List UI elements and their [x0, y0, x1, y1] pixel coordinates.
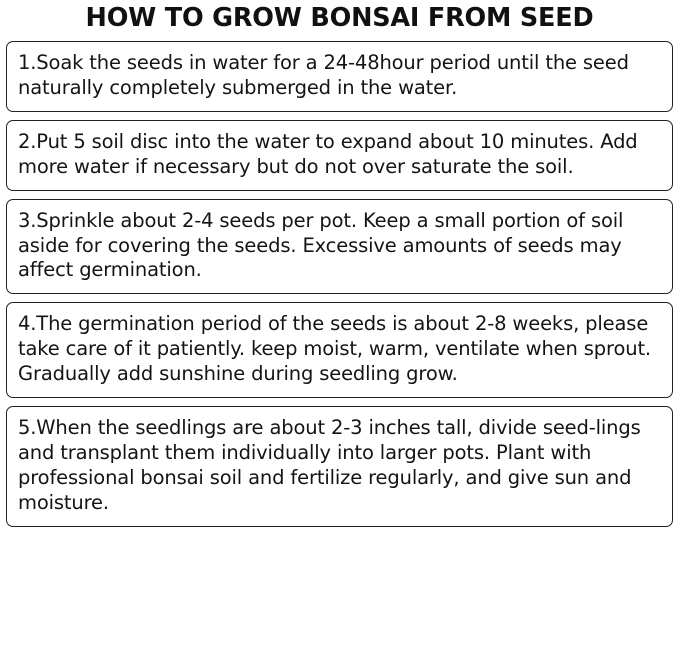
- step-text: 5.When the seedlings are about 2-3 inches tall, divide seed-lings and transplant them individually into larger pots. Plant with professional bonsai soil and fertilize regularly, and give sun and moisture.: [18, 416, 641, 515]
- list-item: [6, 120, 673, 191]
- list-item: [6, 199, 673, 295]
- page-title: HOW TO GROW BONSAI FROM SEED: [85, 3, 594, 33]
- step-text: 1.Soak the seeds in water for a 24-48hour period until the seed naturally completely submerged in the water.: [18, 50, 629, 99]
- step-text: 4.The germination period of the seeds is about 2-8 weeks, please take care of it patiently. keep moist, warm, ventilate when sprout. Gradually add sunshine during seedling grow.: [18, 312, 651, 386]
- step-text: 3.Sprinkle about 2-4 seeds per pot. Keep a small portion of soil aside for covering the seeds. Excessive amounts of seeds may affect germination.: [18, 208, 624, 282]
- step-text: 2.Put 5 soil disc into the water to expand about 10 minutes. Add more water if necessary but do not over saturate the soil.: [18, 129, 638, 178]
- list-item: [6, 302, 673, 398]
- steps-list: [6, 41, 673, 527]
- list-item: [6, 406, 673, 527]
- list-item: [6, 41, 673, 112]
